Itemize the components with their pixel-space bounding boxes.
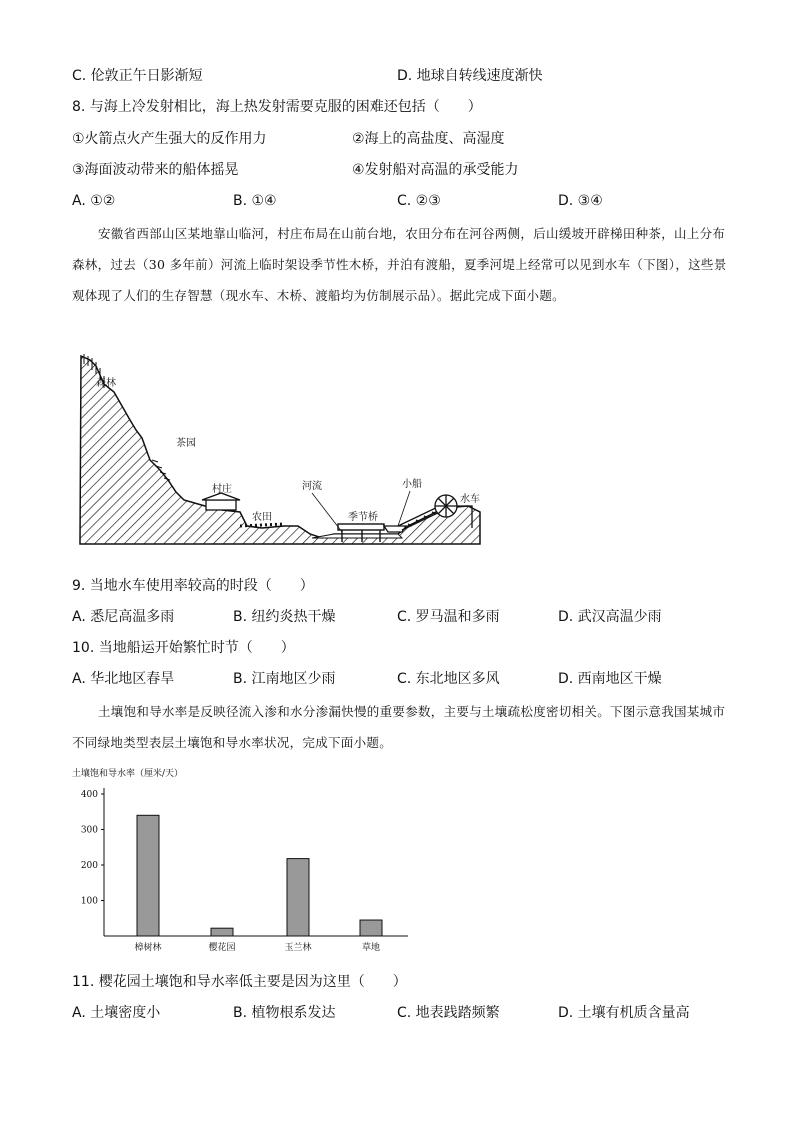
y-tick-label: 300 (80, 825, 98, 836)
q8-item-1: ①火箭点火产生强大的反作用力 (72, 131, 267, 147)
q11-stem: 11. 樱花园土壤饱和导水率低主要是因为这里（ ） (72, 974, 407, 990)
q11-option-a: A. 土壤密度小 (72, 1005, 161, 1021)
label-boat: 小船 (402, 479, 422, 490)
x-category-label: 玉兰林 (284, 943, 312, 953)
q11-option-b: B. 植物根系发达 (233, 1005, 336, 1021)
bar-4 (360, 920, 382, 936)
q10-option-b: B. 江南地区少雨 (233, 671, 336, 687)
q9-option-a: A. 悉尼高温多雨 (72, 609, 175, 625)
q7-option-d: D. 地球自转线速度渐快 (397, 68, 543, 84)
q9-stem: 9. 当地水车使用率较高的时段（ ） (72, 578, 314, 594)
q8-stem: 8. 与海上冷发射相比，海上热发射需要克服的困难还包括（ ） (72, 99, 482, 115)
label-tea: 茶园 (176, 438, 196, 449)
q10-option-d: D. 西南地区干燥 (558, 671, 662, 687)
q8-item-4: ④发射船对高温的承受能力 (352, 162, 519, 178)
bar-1 (137, 815, 159, 936)
q10-stem: 10. 当地船运开始繁忙时节（ ） (72, 640, 295, 656)
q9-option-c: C. 罗马温和多雨 (397, 609, 500, 625)
farmland-dots (240, 524, 284, 526)
x-category-label: 草地 (361, 943, 381, 953)
q8-item-3: ③海面波动带来的船体摇晃 (72, 162, 239, 178)
soil-conductivity-bar-chart (66, 762, 416, 960)
q8-option-b: B. ①④ (233, 193, 277, 209)
label-farmland: 农田 (252, 512, 272, 523)
q10-option-c: C. 东北地区多风 (397, 671, 500, 687)
q9-option-b: B. 纽约炎热干燥 (233, 609, 336, 625)
q8-option-a: A. ①② (72, 193, 116, 209)
q8-option-d: D. ③④ (558, 193, 603, 209)
label-village: 村庄 (212, 484, 232, 495)
y-tick-label: 200 (80, 861, 98, 871)
chart-ylabel: 土壤饱和导水率（厘米/天） (72, 769, 184, 779)
label-waterwheel: 水车 (460, 494, 480, 505)
y-tick-label: 400 (80, 790, 98, 800)
bar-3 (287, 859, 309, 936)
q8-item-2: ②海上的高盐度、高湿度 (352, 131, 505, 147)
river-water (312, 534, 402, 538)
label-forest: 森林 (96, 378, 116, 389)
q8-option-c: C. ②③ (397, 193, 441, 209)
y-tick-label: 100 (80, 896, 98, 907)
landscape-cross-section-figure (72, 348, 492, 563)
q11-option-d: D. 土壤有机质含量高 (558, 1005, 690, 1021)
village-house (202, 493, 240, 510)
x-category-label: 樟树林 (134, 943, 162, 953)
material-paragraph-2: 土壤饱和导水率是反映径流入渗和水分渗漏快慢的重要参数，主要与土壤疏松度密切相关。下图示意我国某城市不同绿地类型表层土壤饱和导水率状况，完成下面小题。 (72, 704, 726, 750)
material-paragraph-1: 安徽省西部山区某地靠山临河，村庄布局在山前台地，农田分布在河谷两侧，后山缓坡开辟梯田种茶，山上分布森林，过去（30 多年前）河流上临时架设季节性木桥，并泊有渡船，夏季河堤上经常可以见到水车（下图），这些景观体现了人们的生存智慧（现水车、木桥、渡船均为仿制展示品）。据此完成下面小题。 (72, 226, 727, 303)
bar-2 (211, 928, 233, 936)
label-river: 河流 (302, 481, 322, 492)
label-bridge: 季节桥 (348, 512, 378, 523)
q7-option-c: C. 伦敦正午日影渐短 (72, 68, 203, 84)
x-category-label: 樱花园 (208, 943, 236, 953)
q9-option-d: D. 武汉高温少雨 (558, 609, 662, 625)
q10-option-a: A. 华北地区春旱 (72, 671, 175, 687)
q11-option-c: C. 地表践踏频繁 (397, 1005, 500, 1021)
